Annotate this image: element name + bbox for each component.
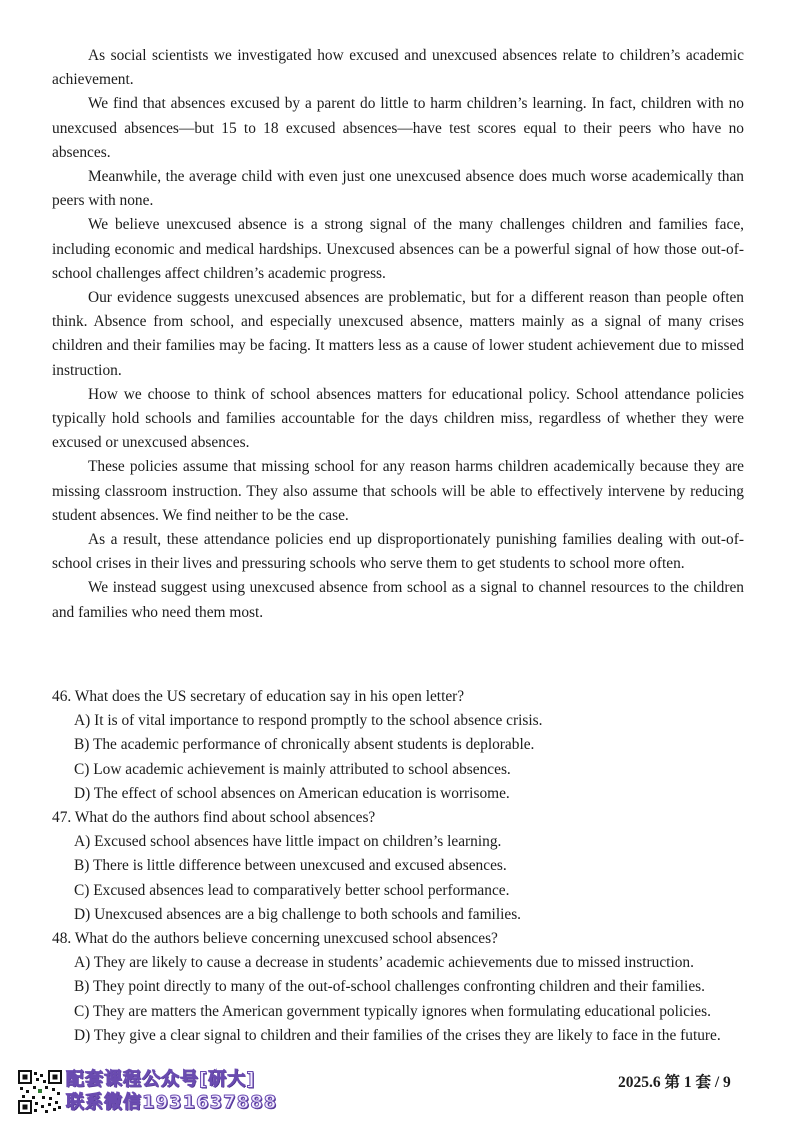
answer-option-a: A) They are likely to cause a decrease in students’ academic achievements due to missed instruction. — [74, 954, 694, 972]
question-46 — [52, 685, 752, 806]
passage-paragraph: How we choose to think of school absences matters for educational policy. School attendance policies typically hold schools and families accountable for the days children miss, regardless of whether they were excused or unexcused absences. — [52, 385, 744, 452]
passage-paragraph: As a result, these attendance policies end up disproportionately punishing families dealing with out-of-school crises in their lives and pressuring schools who serve them to get students to school more often. — [52, 531, 744, 573]
page-number: 2025.6 第 1 套 / 9 — [618, 1074, 731, 1091]
answer-option-a: A) It is of vital importance to respond promptly to the school absence crisis. — [74, 712, 543, 730]
answer-option-d: D) The effect of school absences on American education is worrisome. — [74, 784, 510, 802]
promo-line: 联系微信1931637888 — [66, 1092, 278, 1113]
reading-passage — [52, 44, 744, 625]
passage-paragraph: We find that absences excused by a parent do little to harm children’s learning. In fact, children with no unexcused absences—but 15 to 18 excused absences—have test scores equal to their peers who have no absences. — [52, 95, 744, 161]
answer-option-c: C) Excused absences lead to comparatively better school performance. — [74, 881, 510, 899]
passage-paragraph: We instead suggest using unexcused absence from school as a signal to channel resources to the children and families who need them most. — [52, 579, 744, 621]
passage-paragraph: As social scientists we investigated how excused and unexcused absences relate to children’s academic achievement. — [52, 47, 744, 89]
promo-line: 配套课程公众号[研大] — [66, 1069, 256, 1090]
passage-paragraph: Meanwhile, the average child with even just one unexcused absence does much worse academically than peers with none. — [52, 168, 744, 210]
question-stem: 47. What do the authors find about school absences? — [52, 809, 376, 827]
answer-option-d: D) Unexcused absences are a big challenge to both schools and families. — [74, 905, 522, 923]
answer-option-c: C) They are matters the American government typically ignores when formulating educational policies. — [74, 1002, 711, 1020]
promo-watermark — [66, 1068, 277, 1114]
question-47 — [52, 806, 752, 927]
passage-paragraph: We believe unexcused absence is a strong signal of the many challenges children and families face, including economic and medical hardships. Unexcused absences can be a powerful signal of how those out-of-school challenges affect children’s academic progress. — [52, 216, 744, 282]
answer-option-b: B) They point directly to many of the out-of-school challenges confronting children and their families. — [74, 978, 705, 996]
question-stem: 46. What does the US secretary of education say in his open letter? — [52, 688, 465, 705]
question-list — [52, 685, 752, 1048]
answer-option-a: A) Excused school absences have little impact on children’s learning. — [74, 833, 502, 851]
question-stem: 48. What do the authors believe concerning unexcused school absences? — [52, 930, 498, 948]
passage-paragraph: These policies assume that missing school for any reason harms children academically because they are missing classroom instruction. They also assume that schools will be able to effectively intervene by reducing student absences. We find neither to be the case. — [52, 458, 744, 524]
answer-option-b: B) There is little difference between unexcused and excused absences. — [74, 857, 507, 875]
passage-paragraph: Our evidence suggests unexcused absences are problematic, but for a different reason than people often think. Absence from school, and especially unexcused absence, matters mainly as a signal of many crises children and their families may be facing. It matters less as a cause of lower student achievement due to missed instruction. — [52, 289, 744, 379]
answer-option-b: B) The academic performance of chronically absent students is deplorable. — [74, 736, 535, 754]
answer-option-c: C) Low academic achievement is mainly attributed to school absences. — [74, 760, 511, 778]
qr-code-icon — [18, 1070, 62, 1114]
answer-option-d: D) They give a clear signal to children and their families of the crises they are likely to face in the future. — [74, 1026, 721, 1044]
question-48 — [52, 927, 752, 1048]
